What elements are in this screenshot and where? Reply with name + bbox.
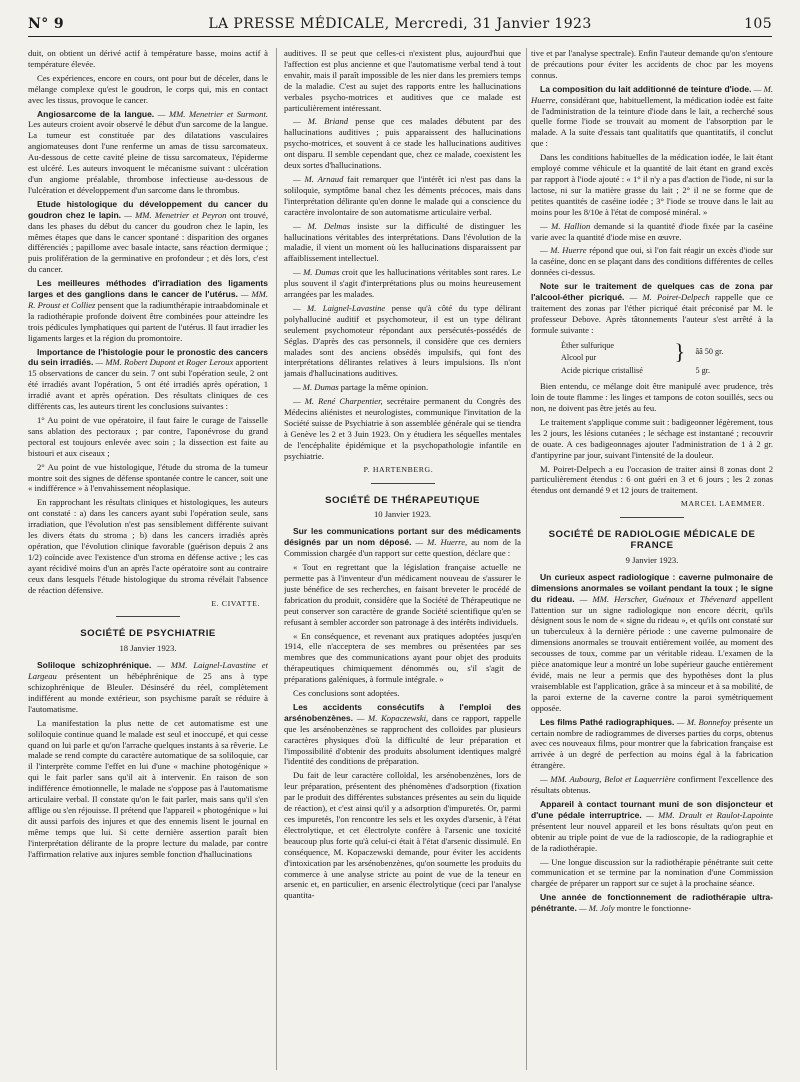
speaker: — M. Huerre xyxy=(540,245,587,256)
article xyxy=(28,109,268,196)
paragraph: Du fait de leur caractère colloïdal, les arsénobenzènes, lors de leur préparation, présentent des phénomènes d'adsorption (fixation par le produit des différentes substances présentes au sein du liquide de réaction), et c'est ainsi qu'il y a adsorption d'impuretés. Or, parmi ces impuretés, l'on rencontre les sels et les oxydes d'arsenic, à l'état électrolytique, et cet électrolyte confère à l'arsenic une toxicité beaucoup plus forte qu'à celui-ci était à l'état d'arsenic dissimulé. En conséquence, M. Kopaczewski demande, pour éviter les accidents d'intoxication par les arsénobenzènes, qu'on soumette les produits du commerce à une analyse stricte au point de vue de la teneur en arsenic et, en particulier, en arsenic électrolytique (ceci par l'analyse quantita- xyxy=(284,770,521,901)
discussion xyxy=(531,221,773,243)
paragraph: La manifestation la plus nette de cet automatisme est une soliloquie continue quand le malade est seul et inoccupé, et qui cesse quand on lui parle et qu'on l'arrache quelques instants à sa rêverie. Le malade se rend compte du caractère automatique de sa soliloquie, car il l'interprète comme l'effet en lui d'une « machine photogénique » qui le fait parler sans qu'il ait à intervenir. En raison de son indifférence émotionnelle, le malade ne s'oppose pas à l'automatisme articulaire verbal. Il constate qu'on le fait parler, mais sans qu'il s'en afflige ou s'en réjouisse. Il prétend que l'appareil « photogénique » lui dit aussi parfois des injures et que des ennemis lisent le journal en même temps que lui. Si cette dernière assertion paraît bien l'interprétation délirante de la propre lecture du malade, par contre l'affirmation relative aux injures semble fonction d'hallucinations xyxy=(28,717,268,859)
article-text: présentent un hébéphrénique de 25 ans à type schizophrénique de Bleuler. Désinséré du réel, complètement indifférent au monde extérieur, son psychisme paraît se réduire à l'automatisme. xyxy=(28,671,268,714)
article xyxy=(28,199,268,275)
discussion-text: insiste sur la difficulté de distinguer les hallucinations véritables des interprétations. Dans l'évolution de la maladie, il vient un moment où les hallucinations disparaissent par affaiblissement intellectuel. xyxy=(284,220,521,264)
speaker: — M. Laignel-Lavastine xyxy=(293,302,386,313)
paragraph: Le traitement s'applique comme suit : badigeonner légèrement, tous les 2 jours, les lésions cutanées ; le séchage est instantané ; recouvrir de ouate. A ces badigeonnages ajouter l'administration de 1 à 2 gr. d'antipyrine par jour, suivant l'intensité de la douleur. xyxy=(531,416,773,460)
speaker: — M. Hallion xyxy=(540,220,591,231)
speaker: — M. Delmas xyxy=(293,220,351,231)
article xyxy=(531,799,773,854)
column-2 xyxy=(284,48,521,1070)
page-number: 105 xyxy=(744,16,772,32)
discussion-text: fait remarquer que l'intérêt ici n'est pas dans la soliloquie, symptôme banal chez les déments précoces, mais dans l'interprétation délirante qu'en donne le malade qui a conscience du caractère involontaire de son automatisme articulaire verbal. xyxy=(284,173,521,217)
article-title: Angiosarcome de la langue. xyxy=(37,108,155,119)
paragraph: 2° Au point de vue histologique, l'étude du stroma de la tumeur montre soit des signes de défense spontanée contre le cancer, soit une « indifférence » à l'envahissement néoplasique. xyxy=(28,461,268,494)
article-authors: — M. Kopaczewski, xyxy=(356,712,429,723)
discussion-text: pense qu'à côté du type délirant polyhallucinė auditif et psychomoteur, il est un type délirant seulement psychomoteur répondant aux persécutés-possédés de Séglas. D'après des cas personnels, il considère que ces derniers malades sont des anciens obsédés impulsifs, qui font des interprétations délirantes relatives à leurs impulsions. Ils n'ont jamais d'hallucinations auditives. xyxy=(284,302,521,379)
article-text: apportent 15 observations de cancer du sein. 7 ont subi l'opération seule, 2 ont été irradiés avant l'opération, 5 ont été irradiés après opération, 1 irradié avant et après opération. Des résultats cliniques de ces différents cas, les auteurs tirent les conclusions suivantes : xyxy=(28,357,268,412)
paragraph: auditives. Il se peut que celles-ci n'existent plus, aujourd'hui que l'affection est plus ancienne et que l'automatisme verbal tend à tout envahir, mais il paraît impossible de les nier dans les premiers temps de la maladie. C'est au sujet des rapports entre les hallucinations verbales psycho-motrices et auditives que ce malade est particulièrement intéressant. xyxy=(284,48,521,113)
paragraph: « Tout en regrettant que la législation française actuelle ne permette pas à l'inventeur d'un médicament nouveau de s'assurer le juste bénéfice de ses recherches, en faisant breveter le procédé de fabrication du produit, considère que la Société de Thérapeutique ne peut conserver son caractère de grande Société scientifique qu'en se refusant à sembler accorder son patronage à des intérêts individuels. xyxy=(284,562,521,627)
article-text: montre le fonctionne- xyxy=(616,903,692,914)
discussion-text: confirment l'excellence des résultats obtenus. xyxy=(531,774,773,796)
paragraph: Dans les conditions habituelles de la médication iodée, le lait étant employé comme véhicule et la quantité de lait étant en grand excès par rapport à l'iode ajouté : « 1° il n'y a pas d'action de l'iode, ni sur la lactose, ni sur la matière grasse du lait ; 2° il ne se forme que de petites quantités de caséine iodée ; 3° l'iode se trouve dans le lait au moins pour les 8/10e à l'état de composé minéral. » xyxy=(531,152,773,217)
paragraph: — Une longue discussion sur la radiothérapie pénétrante suit cette communication et se termine par la nomination d'une Commission chargée de préparer un rapport sur ce sujet à la prochaine séance. xyxy=(531,856,773,889)
speaker: — M. Dumas xyxy=(293,267,340,278)
article xyxy=(28,347,268,412)
article-title: Une année de fonctionnement de radiothérapie ultra-pénétrante. xyxy=(531,892,773,914)
article-text: présentent leur nouvel appareil et les bons résultats qu'on peut en obtenir au triple point de vue de la radioscopie, de la radiographie et de la radiothérapie. xyxy=(531,820,773,853)
article xyxy=(531,572,773,714)
column-rule xyxy=(526,48,527,1070)
article-text: appellent l'attention sur un signe radiologique non encore décrit, qu'ils désignent sous le nom de « signe du rideau », et qu'ils ont constaté sur un tuberculeux à la dernière période : une caverne pulmonaire de dimensions anormales se trouvait entièrement voilée, au moment des secousses de toux, comme par un véritable rideau. L'examen de la pièce anatomique leur a montré un lobe supérieur gauche entièrement évidé, mais ne leur a permis que des hypothèses dont la plus vraisemblable est l'application, grâce à sa minceur et à sa mobilité, de la paroi externe de la caverne contre la paroi symétriquement opposée. xyxy=(531,593,773,713)
article-text: au nom de la Commission chargée d'un rapport sur cette question, déclare que : xyxy=(284,537,521,559)
formula-ingredient: Acide picrique cristallisé xyxy=(561,365,643,375)
discussion xyxy=(284,221,521,265)
article-text: pensent que la radiumthérapie intraabdominale et la radiothérapie profonde doivent être combinées pour atteindre les trois pédicules lymphatiques qui partent de l'utérus. Il faut irradier les ligaments larges et la région du promontoire. xyxy=(28,299,268,343)
article-text: dans ce rapport, rappelle que les arsénobenzènes se rapprochent des colloïdes par plusieurs caractères physiques d'où la difficulté de leur préparation et l'impossibilité d'obtenir des produits absolument identiques malgré l'identité des conditions de préparation. xyxy=(284,712,521,767)
article xyxy=(531,84,773,149)
discussion xyxy=(284,303,521,379)
section-date: 18 Janvier 1923. xyxy=(119,643,177,654)
column-1 xyxy=(28,48,268,1070)
running-header xyxy=(28,16,772,37)
discussion-text: répond que oui, si l'on fait réagir un excès d'iode sur la caséine, donc en se plaçant dans des conditions différentes de celles données ci-dessus. xyxy=(531,245,773,278)
discussion-text: croit que les hallucinations véritables sont rares. Le plus souvent il s'agit d'interprétations plus ou moins heureusement arrangées par les malades. xyxy=(284,267,521,300)
formula-ingredient: Éther sulfurique xyxy=(561,340,614,350)
article-authors: — MM. Robert Dupont et Roger Leroux xyxy=(95,357,234,368)
article-authors: — M. Huerre, xyxy=(531,83,773,105)
article xyxy=(284,702,521,767)
article-authors: — MM. Menetrier et Peyron xyxy=(124,209,227,220)
discussion xyxy=(531,774,773,796)
paragraph: « En conséquence, et revenant aux pratiques adoptées jusqu'en 1914, elle n'acceptera de ses membres ou présentées par ses membres que des communications ayant pour objet des produits thérapeutiques chimiquement dénommés ou, s'il s'agit de préparations galéniques, à formule intégrale. » xyxy=(284,630,521,685)
formula-table xyxy=(557,339,737,379)
article-text: rappelle que ce traitement des zonas par l'éther picriqué était préconisé par M. le professeur Debove. Après tâtonnements l'auteur s'est arrêté à la formule suivante : xyxy=(531,292,773,335)
discussion xyxy=(284,174,521,218)
paragraph: Ces conclusions sont adoptées. xyxy=(293,688,400,699)
signature: MARCEL LAEMMER. xyxy=(680,499,765,509)
formula-quantity: ââ 50 gr. xyxy=(695,346,724,356)
article xyxy=(531,281,773,336)
paragraph: duit, on obtient un dérivé actif à température basse, moins actif à température élevée. xyxy=(28,48,268,69)
article-authors: — M. Bonnefoy xyxy=(676,716,731,727)
speaker: — MM. Aubourg, Belot et Laquerrière xyxy=(540,774,676,785)
paragraph: M. Poiret-Delpech a eu l'occasion de traiter ainsi 8 zonas dont 2 particulièrement étendus : 6 ont guéri en 3 et 6 jours ; les 2 zonas étendus ont demandé 9 et 12 jours de traitement. xyxy=(531,463,773,496)
discussion-text: pense que ces malades débutent par des hallucinations auditives ; puis apparaissent des hallucinations psycho-motrices, et souvent à ce stade les hallucinations auditives ont disparu. Il semble cependant que, chez ce malade, coexistent les deux sortes d'hallucinations. xyxy=(284,116,521,171)
issue-number: N° 9 xyxy=(28,16,65,32)
section-separator xyxy=(116,616,180,617)
column-rule xyxy=(276,48,277,1070)
paragraph: En rapprochant les résultats cliniques et histologiques, les auteurs ont constaté : a) dans les cancers ayant subi l'opération seule, sans irradiation, que l'évolution n'est pas sensiblement différente suivant les divers états du stroma ; b) dans les cancers irradiés après opération, que l'évolution clinique favorable (guérison depuis 2 ans 1/2) coïncide avec l'existence d'un stroma en défense active ; les cas ayant récidivé moins d'un an après l'acte opératoire sont au contraire ceux dans lesquels l'étude histologique du stroma révélait l'absence de réaction défensive. xyxy=(28,497,268,595)
article-authors: — MM. Menetrier et Surmont. xyxy=(157,108,268,119)
article-text: considérant que, habituellement, la médication iodée est faite de l'administration de la teinture d'iode dans le lait, a recherché sous quelle forme l'iode se trouvait au moment de l'absorption par le malade. A la suite d'essais tant qualitatifs que quantitatifs, il conclut que : xyxy=(531,94,773,149)
article-title: Les films Pathé radiographiques. xyxy=(540,716,675,727)
signature: E. CIVATTE. xyxy=(211,598,260,608)
section-date: 10 Janvier 1923. xyxy=(373,509,432,520)
column-3 xyxy=(531,48,773,1070)
discussion-text: partage la même opinion. xyxy=(340,382,429,393)
article-text: ont trouvé, dans les phases du début du cancer du goudron chez le lapin, les mêmes étapes que dans le cancer spontané : disparition des organes différenciés ; papillome avec basale intacte, sans réaction dermique ; puis prolifération de la germinative en profondeur ; et dès lors, c'est du cancer. xyxy=(28,209,268,275)
speaker: — M. Arnaud xyxy=(293,173,344,184)
article xyxy=(531,717,773,772)
article-authors: — M. Joly xyxy=(578,903,615,914)
discussion xyxy=(531,245,773,278)
article xyxy=(28,660,268,715)
article-title: Sur les communications portant sur des médicaments désignés par un nom déposé. xyxy=(284,526,521,548)
article-authors: — M. Poiret-Delpech xyxy=(629,292,710,303)
section-date: 9 Janvier 1923. xyxy=(625,554,679,565)
article-title: Les meilleures méthodes d'irradiation des ligaments larges et des ganglions dans le cancer de l'utérus. xyxy=(28,278,268,300)
article xyxy=(531,892,773,914)
discussion-text: demande si la quantité d'iode fixée par la caséine varie avec la quantité d'iode mise en œuvre. xyxy=(531,220,773,242)
section-separator xyxy=(620,517,684,518)
section-separator xyxy=(371,483,435,484)
article-text: présente un certain nombre de radiogrammes de diverses parties du corps, obtenus avec ces nouveaux films, pour montrer que la fabrication française est arrivée à un degré de perfection au moins égal à la fabrication étrangère. xyxy=(531,716,773,771)
signature: P. HARTENBERG. xyxy=(363,464,434,474)
discussion xyxy=(284,267,521,300)
article-authors: — MM. Laignel-Lavastine et Largeau xyxy=(28,660,268,682)
discussion-text: secrétaire permanent du Congrès des Médecins aliénistes et neurologistes, communique l'invitation de la Société suisse de Psychiatrie à son assemblée générale qui se tiendra à Genève les 2 et 3 Juin 1923. On y étudiera les séquelles mentales de l'encéphalite épidémique et la psychopathologie infantile en psychiatrie. xyxy=(284,396,521,461)
article-title: Note sur le traitement de quelques cas de zona par l'alcool-éther picriqué. xyxy=(531,281,773,303)
article-title: Un curieux aspect radiologique : caverne pulmonaire de dimensions anormales se voilant pendant la toux ; le signe du rideau. xyxy=(531,571,773,604)
paragraph: 1° Au point de vue opératoire, il faut faire le curage de l'aisselle sans ablation des pectoraux ; par contre, l'aponévrose du grand pectoral est toujours enlevée avec soin ; la dissection est faite au bistouri et aux ciseaux ; xyxy=(28,415,268,458)
section-heading: SOCIÉTÉ DE THÉRAPEUTIQUE xyxy=(325,494,480,506)
article-authors: — MM. Drault et Raulot-Lapointe xyxy=(646,809,773,820)
brace-glyph: } xyxy=(674,339,686,365)
article-authors: — MM. Herscher, Guénaux et Thévenard xyxy=(579,593,737,604)
discussion xyxy=(284,396,521,461)
paragraph: Bien entendu, ce mélange doit être manipulé avec prudence, très loin de toute flamme : les linges et tampons de coton souillés, secs ou non, ne doivent pas être jetés au feu. xyxy=(531,381,773,413)
formula-ingredient: Alcool pur xyxy=(561,353,597,363)
article-title: Soliloque schizophrénique. xyxy=(37,660,152,671)
speaker: — M. René Charpentier, xyxy=(293,396,383,407)
speaker: — M. Dumas xyxy=(293,382,339,393)
article-authors: — MM. R. Proust et Colliez xyxy=(28,289,268,310)
discussion xyxy=(284,382,521,393)
formula-quantity: 5 gr. xyxy=(695,365,710,375)
section-heading: SOCIÉTÉ DE RADIOLOGIE MÉDICALE DE FRANCE xyxy=(548,529,756,552)
article-title: Importance de l'histologie pour le pronostic des cancers du sein irradiés. xyxy=(28,346,268,368)
section-heading: SOCIÉTÉ DE PSYCHIATRIE xyxy=(80,628,216,640)
speaker: — M. Briand xyxy=(293,116,349,127)
paragraph: tive et par l'analyse spectrale). Enfin l'auteur demande qu'on s'entoure de précautions pour éviter les accidents de choc par les moyens connus. xyxy=(531,48,773,80)
article-text: Les auteurs croient avoir observé le début d'un sarcome de la langue. La tumeur est constituée par des dilatations vasculaires angiomateuses dont l'une renferme un amas de tissu sarcomateux. Au-dessous de cette cavité pleine de tissu sarcomateux, l'épiderme est ulcéré. Les auteurs invoquent le mécanisme suivant : ulcération d'un angiome préalable, thrombose infectieuse au-dessous de l'ulcération et développement d'un sarcome dans le thrombus. xyxy=(28,119,268,195)
article-title: La composition du lait additionné de teinture d'iode. xyxy=(540,83,752,94)
article-title: Appareil à contact tournant muni de son disjoncteur et d'une pédale interruptrice. xyxy=(531,798,773,820)
article-title: Les accidents consécutifs à l'emploi des arsénobenzènes. xyxy=(284,701,521,723)
journal-title: LA PRESSE MÉDICALE, Mercredi, 31 Janvier 1923 xyxy=(208,16,592,32)
discussion xyxy=(284,116,521,171)
paragraph: Ces expériences, encore en cours, ont pour but de déceler, dans le mélange complexe qu'est le goudron, le corps qui, mis en contact avec les tissus, provoque le cancer. xyxy=(28,72,268,105)
article-authors: — M. Huerre, xyxy=(415,537,468,548)
article-title: Etude histologique du développement du cancer du goudron chez le lapin. xyxy=(28,198,268,220)
article xyxy=(28,278,268,343)
article xyxy=(284,526,521,559)
